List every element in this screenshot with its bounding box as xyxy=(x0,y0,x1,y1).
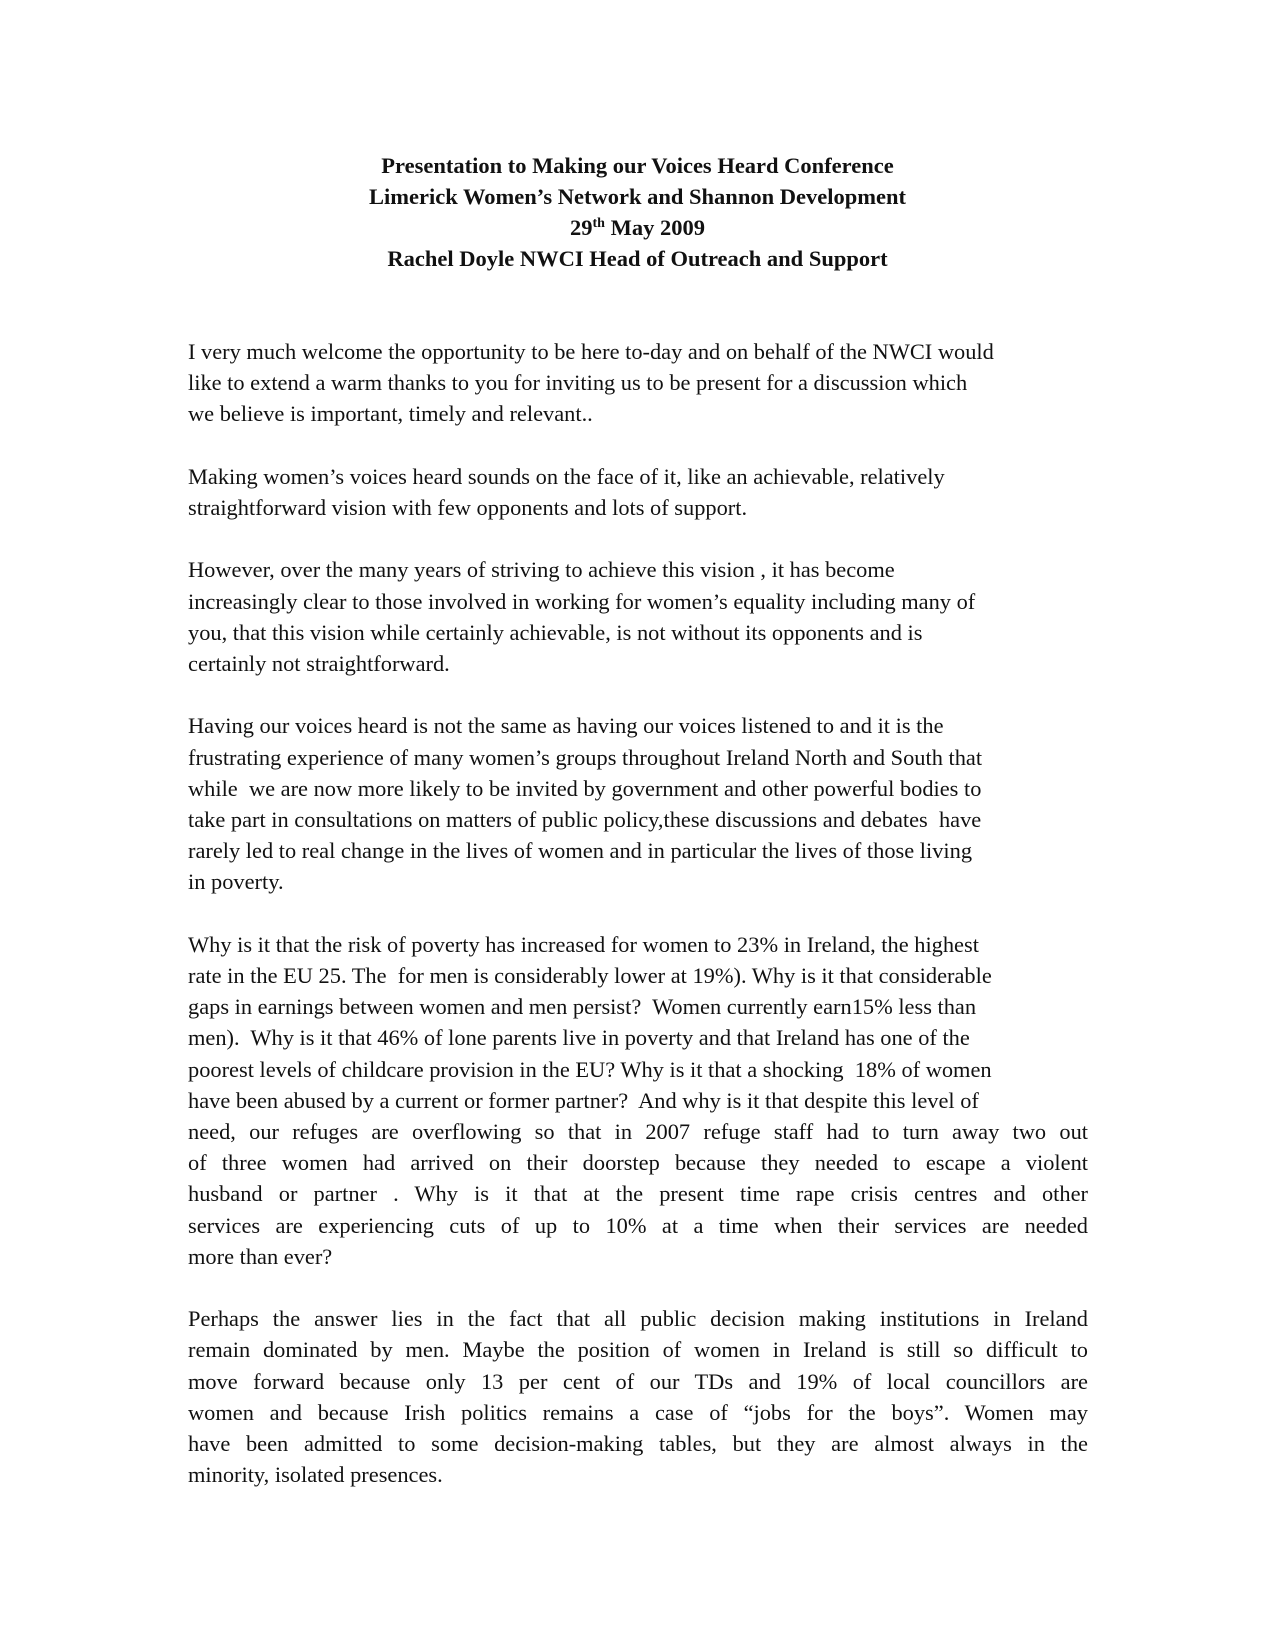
paragraph-1 xyxy=(188,336,1088,430)
paragraph-line: have been abused by a current or former partner? And why is it that despite this level of xyxy=(188,1087,979,1113)
document-body xyxy=(188,336,1088,1522)
paragraph-line: have been admitted to some decision-making tables, but they are almost always in the xyxy=(188,1431,1088,1457)
paragraph-3 xyxy=(188,554,1088,679)
header-speaker: Rachel Doyle NWCI Head of Outreach and Support xyxy=(387,246,888,271)
paragraph-line: certainly not straightforward. xyxy=(188,651,450,676)
paragraph-line: rarely led to real change in the lives of women and in particular the lives of those living xyxy=(188,838,973,864)
paragraph-line: in poverty. xyxy=(188,869,284,895)
paragraph-line: minority, isolated presences. xyxy=(188,1462,443,1488)
paragraph-line: we believe is important, timely and relevant.. xyxy=(188,401,593,427)
paragraph-line: Making women’s voices heard sounds on the face of it, like an achievable, relatively xyxy=(188,463,945,489)
paragraph-5 xyxy=(188,929,1088,1272)
paragraph-line: frustrating experience of many women’s groups throughout Ireland North and South that xyxy=(188,744,983,770)
paragraph-line: I very much welcome the opportunity to be here to-day and on behalf of the NWCI would xyxy=(188,339,994,364)
paragraph-line: move forward because only 13 per cent of our TDs and 19% of local councillors are xyxy=(188,1368,1088,1394)
paragraph-line: gaps in earnings between women and men persist? Women currently earn15% less than xyxy=(188,994,977,1020)
paragraph-4 xyxy=(188,710,1088,897)
paragraph-line: Perhaps the answer lies in the fact that all public decision making institutions in Ireland xyxy=(188,1306,1088,1332)
paragraph-line: straightforward vision with few opponents and lots of support. xyxy=(188,495,748,520)
paragraph-line: Having our voices heard is not the same as having our voices listened to and it is the xyxy=(188,713,944,739)
paragraph-2 xyxy=(188,461,1088,523)
paragraph-line: services are experiencing cuts of up to 10% at a time when their services are needed xyxy=(188,1212,1088,1238)
header-date xyxy=(0,212,1275,243)
paragraph-line: while we are now more likely to be invited by government and other powerful bodies to xyxy=(188,775,982,801)
header-organisers: Limerick Women’s Network and Shannon Development xyxy=(369,184,906,209)
paragraph-line: more than ever? xyxy=(188,1243,333,1269)
header-date-rest: May 2009 xyxy=(604,215,705,240)
paragraph-line: need, our refuges are overflowing so that in 2007 refuge staff had to turn away two out xyxy=(188,1119,1088,1145)
paragraph-line: poorest levels of childcare provision in the EU? Why is it that a shocking 18% of women xyxy=(188,1056,992,1082)
paragraph-line: men). Why is it that 46% of lone parents live in poverty and that Ireland has one of the xyxy=(188,1025,970,1051)
paragraph-line: like to extend a warm thanks to you for inviting us to be present for a discussion which xyxy=(188,370,968,396)
paragraph-line: However, over the many years of striving to achieve this vision , it has become xyxy=(188,557,895,583)
paragraph-line: increasingly clear to those involved in working for women’s equality including many of xyxy=(188,588,976,614)
paragraph-line: you, that this vision while certainly achievable, is not without its opponents and is xyxy=(188,619,923,645)
paragraph-line: remain dominated by men. Maybe the position of women in Ireland is still so difficult to xyxy=(188,1337,1088,1363)
header-date-suffix: th xyxy=(592,216,605,231)
paragraph-line: husband or partner . Why is it that at the present time rape crisis centres and other xyxy=(188,1181,1088,1207)
header-title: Presentation to Making our Voices Heard Conference xyxy=(381,153,894,178)
header-date-day: 29 xyxy=(570,215,593,240)
paragraph-6 xyxy=(188,1303,1088,1490)
paragraph-line: Why is it that the risk of poverty has increased for women to 23% in Ireland, the highest xyxy=(188,931,979,957)
paragraph-line: take part in consultations on matters of public policy,these discussions and debates have xyxy=(188,807,982,832)
paragraph-line: rate in the EU 25. The for men is considerably lower at 19%). Why is it that considerable xyxy=(188,963,992,988)
paragraph-line: of three women had arrived on their doorstep because they needed to escape a violent xyxy=(188,1150,1088,1176)
paragraph-line: women and because Irish politics remains a case of “jobs for the boys”. Women may xyxy=(188,1399,1088,1425)
document-header xyxy=(0,150,1275,274)
